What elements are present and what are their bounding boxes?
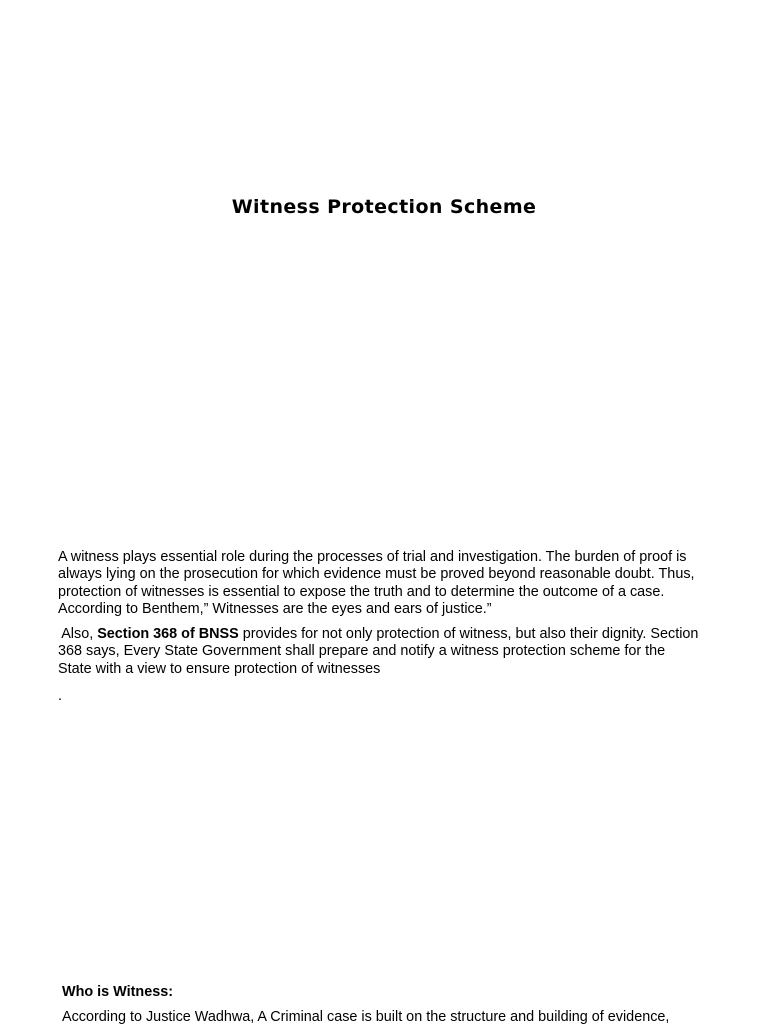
section-368-line-1 bbox=[58, 626, 718, 643]
section-heading-who-is-witness: Who is Witness: bbox=[62, 984, 174, 1000]
stray-dot: . bbox=[58, 688, 62, 704]
intro-line-3: protection of witnesses is essential to expose the truth and to determine the outcome of a case. bbox=[58, 583, 665, 600]
intro-line-2: always lying on the prosecution for which evidence must be proved beyond reasonable doubt. Thus, bbox=[58, 566, 695, 583]
section-368-line-3: State with a view to ensure protection of witnesses bbox=[58, 660, 381, 677]
intro-line-4: According to Benthem,” Witnesses are the eyes and ears of justice.” bbox=[58, 600, 492, 617]
who-is-witness-paragraph: According to Justice Wadhwa, A Criminal case is built on the structure and building of evidence, bbox=[62, 1009, 670, 1025]
section-368-paragraph bbox=[58, 626, 718, 678]
section-368-prefix: Also, bbox=[58, 626, 98, 642]
document-title: Witness Protection Scheme bbox=[231, 196, 537, 218]
section-368-line-2: 368 says, Every State Government shall prepare and notify a witness protection scheme for the bbox=[58, 643, 666, 660]
section-368-suffix: provides for not only protection of witness, but also their dignity. Section bbox=[238, 626, 699, 642]
section-368-reference: Section 368 of BNSS bbox=[97, 626, 239, 642]
intro-paragraph bbox=[58, 549, 718, 618]
intro-line-1: A witness plays essential role during the processes of trial and investigation. The burden of proof is bbox=[58, 549, 687, 565]
